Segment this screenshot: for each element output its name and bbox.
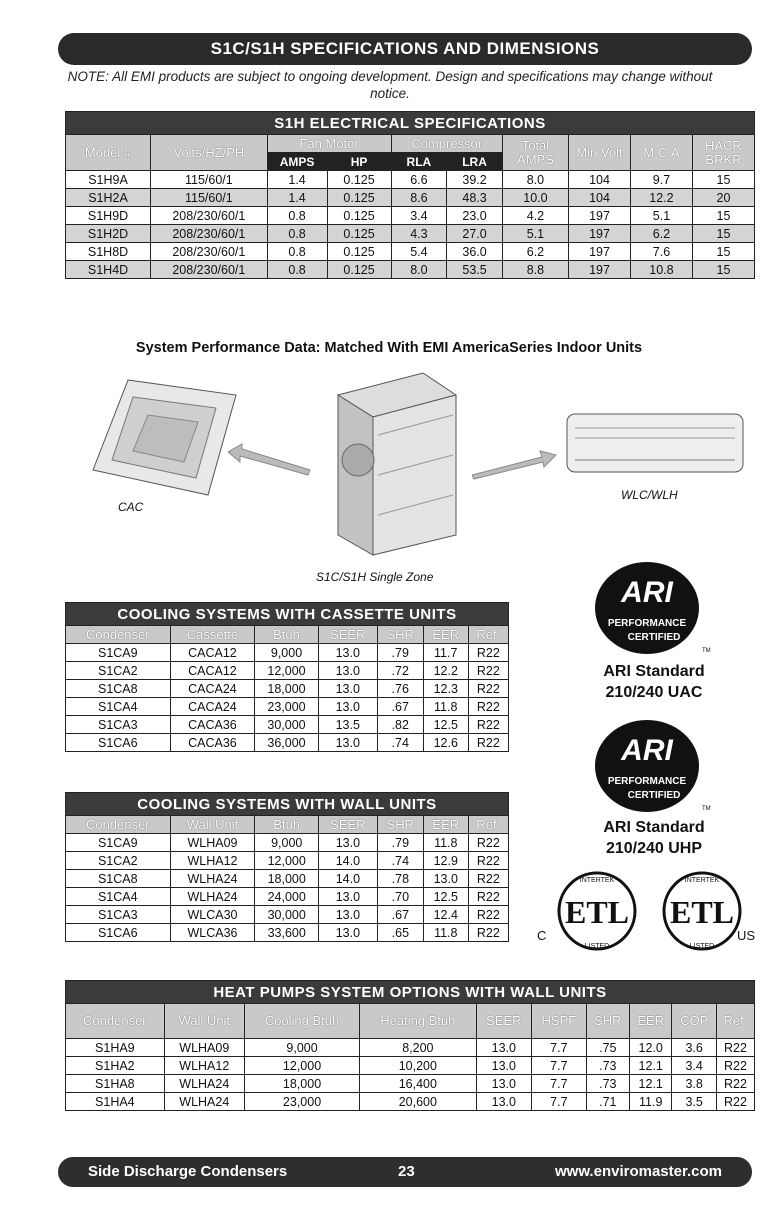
table-cell: 13.0	[318, 644, 377, 662]
table-cell: WLHA12	[170, 852, 255, 870]
table-cell: 10.0	[502, 189, 568, 207]
table-cell: 11.8	[423, 924, 468, 942]
col-header: HSPF	[532, 1004, 586, 1039]
table-cell: S1HA2	[66, 1057, 165, 1075]
left-arrow-icon	[228, 440, 313, 480]
col-header: Heating Btuh	[360, 1004, 476, 1039]
table-cell: 18,000	[255, 680, 319, 698]
page-title: S1C/S1H SPECIFICATIONS AND DIMENSIONS	[210, 39, 600, 58]
table-cell: CACA36	[170, 716, 255, 734]
svg-text:LISTED: LISTED	[689, 943, 715, 950]
table-cell: 0.125	[327, 261, 391, 279]
table-cell: 13.0	[318, 906, 377, 924]
table-cell: WLCA36	[170, 924, 255, 942]
table-cell: 23,000	[244, 1093, 359, 1111]
table-cell: S1CA9	[66, 644, 171, 662]
table-cell: S1CA6	[66, 924, 171, 942]
table-cell: S1HA8	[66, 1075, 165, 1093]
table-cell: 0.125	[327, 243, 391, 261]
table-cell: .75	[586, 1039, 629, 1057]
table-cell: 23,000	[255, 698, 319, 716]
svg-text:CERTIFIED: CERTIFIED	[627, 632, 681, 643]
col-header: Cassette	[170, 626, 255, 644]
table-cell: 15	[692, 225, 754, 243]
table-cell: 3.4	[672, 1057, 717, 1075]
table-cell: .67	[377, 698, 423, 716]
table-cell: .79	[377, 834, 423, 852]
table-cell: S1H9A	[66, 171, 151, 189]
table-cell: R22	[468, 834, 508, 852]
col-header: SHR	[377, 626, 423, 644]
table-row	[66, 698, 509, 716]
table-cell: S1CA9	[66, 834, 171, 852]
table-cell: 0.125	[327, 171, 391, 189]
table-cell: 7.7	[532, 1057, 586, 1075]
table-cell: 3.6	[672, 1039, 717, 1057]
table-cell: .67	[377, 906, 423, 924]
table-cell: 5.4	[391, 243, 447, 261]
table-cell: 13.0	[318, 662, 377, 680]
table-row	[66, 644, 509, 662]
table-cell: S1H9D	[66, 207, 151, 225]
table-cell: S1H2D	[66, 225, 151, 243]
table-cell: 0.8	[267, 261, 327, 279]
table-cell: R22	[468, 680, 508, 698]
table-cell: 3.8	[672, 1075, 717, 1093]
col-header: HACR BRKR	[692, 135, 754, 171]
ari-logo-text: ARI	[621, 734, 673, 767]
page-number: 23	[398, 1163, 415, 1180]
wall-unit-table	[65, 792, 509, 942]
table-cell: WLHA12	[164, 1057, 244, 1075]
table-cell: 4.2	[502, 207, 568, 225]
table-cell: WLHA09	[164, 1039, 244, 1057]
table-cell: 6.2	[630, 225, 692, 243]
heat-pump-table	[65, 980, 755, 1111]
table-row	[66, 734, 509, 752]
table-row	[66, 171, 755, 189]
table-cell: R22	[468, 870, 508, 888]
svg-text:INTERTEK: INTERTEK	[579, 877, 615, 884]
table-cell: 208/230/60/1	[151, 243, 268, 261]
table-cell: 7.6	[630, 243, 692, 261]
col-header: Min Volt	[569, 135, 631, 171]
col-header: EER	[630, 1004, 672, 1039]
table-cell: .71	[586, 1093, 629, 1111]
table-cell: 36.0	[447, 243, 503, 261]
condenser-illustration	[318, 365, 463, 565]
cassette-unit-illustration	[88, 375, 238, 505]
table-cell: 7.7	[532, 1075, 586, 1093]
table-row	[66, 1093, 755, 1111]
table-cell: 7.7	[532, 1039, 586, 1057]
table-row	[66, 834, 509, 852]
table-cell: 15	[692, 243, 754, 261]
table-cell: CACA12	[170, 644, 255, 662]
col-header: Ref.	[468, 816, 508, 834]
table-cell: 13.0	[318, 888, 377, 906]
svg-text:TM: TM	[702, 648, 711, 654]
table-cell: 20	[692, 189, 754, 207]
table-cell: WLHA09	[170, 834, 255, 852]
table-cell: .79	[377, 644, 423, 662]
table-cell: 8.6	[391, 189, 447, 207]
table-cell: S1H8D	[66, 243, 151, 261]
table-cell: 13.0	[318, 698, 377, 716]
table-cell: 12.1	[630, 1057, 672, 1075]
performance-heading: System Performance Data: Matched With EMI AmericaSeries Indoor Units	[135, 340, 643, 356]
table-cell: 12.4	[423, 906, 468, 924]
svg-text:TM: TM	[702, 806, 711, 812]
table-cell: 115/60/1	[151, 189, 268, 207]
table-cell: 15	[692, 261, 754, 279]
table-cell: S1CA2	[66, 852, 171, 870]
col-header: Condenser	[66, 626, 171, 644]
svg-text:LISTED: LISTED	[584, 943, 610, 950]
table-cell: 24,000	[255, 888, 318, 906]
table-cell: 0.8	[267, 243, 327, 261]
table-cell: WLHA24	[170, 870, 255, 888]
table-cell: .74	[377, 852, 423, 870]
col-header: Btuh	[255, 816, 318, 834]
table-cell: 9,000	[255, 644, 319, 662]
table-cell: 5.1	[502, 225, 568, 243]
table-cell: .72	[377, 662, 423, 680]
table-cell: WLCA30	[170, 906, 255, 924]
col-header: RLA	[391, 153, 447, 171]
table-cell: 3.4	[391, 207, 447, 225]
page-title-banner	[58, 33, 752, 65]
col-header: SHR	[586, 1004, 629, 1039]
table-cell: R22	[468, 644, 508, 662]
table-cell: 4.3	[391, 225, 447, 243]
table-cell: WLHA24	[164, 1075, 244, 1093]
table-cell: S1CA3	[66, 716, 171, 734]
table-cell: 13.0	[476, 1093, 532, 1111]
table-cell: S1H4D	[66, 261, 151, 279]
col-header: Wall Unit	[170, 816, 255, 834]
table-row	[66, 207, 755, 225]
svg-text:C: C	[537, 928, 547, 943]
table-cell: 12.9	[423, 852, 468, 870]
table-cell: 197	[569, 243, 631, 261]
table-row	[66, 662, 509, 680]
table-row	[66, 906, 509, 924]
table-cell: WLHA24	[164, 1093, 244, 1111]
table-cell: 13.0	[476, 1057, 532, 1075]
table-cell: S1CA3	[66, 906, 171, 924]
col-header: COP	[672, 1004, 717, 1039]
table-cell: 208/230/60/1	[151, 225, 268, 243]
electrical-spec-table	[65, 111, 755, 279]
table-cell: 208/230/60/1	[151, 261, 268, 279]
table-cell: 6.6	[391, 171, 447, 189]
table-cell: 13.0	[318, 734, 377, 752]
table-cell: 197	[569, 225, 631, 243]
table-row	[66, 225, 755, 243]
table-cell: 13.0	[476, 1075, 532, 1093]
table-cell: 15	[692, 171, 754, 189]
table-cell: R22	[468, 924, 508, 942]
col-header: Ref.	[468, 626, 508, 644]
col-header: Btuh	[255, 626, 319, 644]
table-cell: .82	[377, 716, 423, 734]
table-cell: 15	[692, 207, 754, 225]
ari-certified-badge-uac	[592, 560, 714, 656]
table-cell: 33,600	[255, 924, 318, 942]
table-cell: 10,200	[360, 1057, 476, 1075]
svg-text:PERFORMANCE: PERFORMANCE	[607, 776, 687, 787]
table-cell: 104	[569, 171, 631, 189]
table-cell: 16,400	[360, 1075, 476, 1093]
table-cell: 30,000	[255, 906, 318, 924]
col-header: Total AMPS	[502, 135, 568, 171]
single-zone-caption: S1C/S1H Single Zone	[316, 570, 434, 584]
table-cell: 30,000	[255, 716, 319, 734]
col-header: EER	[423, 816, 468, 834]
table-cell: .65	[377, 924, 423, 942]
table-cell: 13.0	[476, 1039, 532, 1057]
table-cell: 8.0	[391, 261, 447, 279]
svg-text:CERTIFIED: CERTIFIED	[627, 790, 681, 801]
table-cell: 14.0	[318, 852, 377, 870]
table-cell: 36,000	[255, 734, 319, 752]
table-cell: 9.7	[630, 171, 692, 189]
ari-standard-uhp: ARI Standard 210/240 UHP	[603, 819, 705, 857]
table-cell: 13.0	[423, 870, 468, 888]
col-header: Ref.	[716, 1004, 754, 1039]
table-cell: 1.4	[267, 171, 327, 189]
table-cell: 12,000	[255, 852, 318, 870]
table-cell: 23.0	[447, 207, 503, 225]
table-cell: 27.0	[447, 225, 503, 243]
table-row	[66, 243, 755, 261]
table-cell: R22	[716, 1093, 754, 1111]
table-cell: R22	[716, 1075, 754, 1093]
table-cell: 13.0	[318, 680, 377, 698]
table-cell: .74	[377, 734, 423, 752]
table-cell: S1CA4	[66, 698, 171, 716]
table-cell: 10.8	[630, 261, 692, 279]
svg-text:US: US	[737, 928, 756, 943]
table-cell: 53.5	[447, 261, 503, 279]
svg-text:INTERTEK: INTERTEK	[684, 877, 720, 884]
table-cell: 7.7	[532, 1093, 586, 1111]
col-header: HP	[327, 153, 391, 171]
table-cell: R22	[716, 1057, 754, 1075]
table-cell: 9,000	[255, 834, 318, 852]
table-cell: S1CA6	[66, 734, 171, 752]
table-row	[66, 261, 755, 279]
table-cell: S1H2A	[66, 189, 151, 207]
table-row	[66, 1075, 755, 1093]
table-row	[66, 870, 509, 888]
wlc-caption: WLC/WLH	[621, 488, 678, 502]
table-cell: 0.125	[327, 225, 391, 243]
table-cell: 13.5	[318, 716, 377, 734]
col-header: M.C.A	[630, 135, 692, 171]
col-header: Volts/HZ/PH	[151, 135, 268, 171]
table-cell: R22	[716, 1039, 754, 1057]
table-cell: 0.8	[267, 225, 327, 243]
table-row	[66, 680, 509, 698]
table-cell: WLHA24	[170, 888, 255, 906]
col-header: Condenser	[66, 1004, 165, 1039]
table-cell: 12.1	[630, 1075, 672, 1093]
col-header: AMPS	[267, 153, 327, 171]
table-row	[66, 189, 755, 207]
table-cell: 11.8	[423, 698, 468, 716]
table-title: S1H ELECTRICAL SPECIFICATIONS	[66, 112, 755, 135]
svg-text:ETL: ETL	[564, 894, 630, 930]
svg-text:ETL: ETL	[669, 894, 735, 930]
table-row	[66, 1057, 755, 1075]
table-cell: R22	[468, 888, 508, 906]
table-cell: CACA12	[170, 662, 255, 680]
svg-text:PERFORMANCE: PERFORMANCE	[607, 618, 687, 629]
table-cell: 14.0	[318, 870, 377, 888]
disclaimer-note: NOTE: All EMI products are subject to ongoing development. Design and specifications may change without notice.	[67, 69, 713, 101]
table-cell: S1CA8	[66, 870, 171, 888]
footer-section-label: Side Discharge Condensers	[88, 1163, 288, 1180]
table-cell: .76	[377, 680, 423, 698]
table-cell: S1HA9	[66, 1039, 165, 1057]
table-cell: S1HA4	[66, 1093, 165, 1111]
right-arrow-icon	[472, 445, 557, 480]
table-cell: 0.8	[267, 207, 327, 225]
table-row	[66, 1039, 755, 1057]
table-cell: R22	[468, 734, 508, 752]
table-cell: S1CA2	[66, 662, 171, 680]
table-cell: 8.0	[502, 171, 568, 189]
table-cell: .73	[586, 1057, 629, 1075]
table-title: COOLING SYSTEMS WITH WALL UNITS	[66, 793, 509, 816]
table-cell: 12.5	[423, 716, 468, 734]
table-cell: 11.7	[423, 644, 468, 662]
col-header: Model #	[66, 135, 151, 171]
table-cell: 12.2	[630, 189, 692, 207]
table-cell: 0.125	[327, 189, 391, 207]
table-cell: 1.4	[267, 189, 327, 207]
table-cell: 104	[569, 189, 631, 207]
table-cell: R22	[468, 852, 508, 870]
table-row	[66, 716, 509, 734]
ari-logo-text: ARI	[621, 576, 673, 609]
table-cell: R22	[468, 698, 508, 716]
table-cell: 11.8	[423, 834, 468, 852]
table-cell: 13.0	[318, 924, 377, 942]
page-footer	[58, 1157, 752, 1187]
ari-standard-uac: ARI Standard 210/240 UAC	[603, 663, 705, 701]
col-header: Fan Motor	[267, 135, 391, 153]
table-cell: 208/230/60/1	[151, 207, 268, 225]
table-cell: 3.5	[672, 1093, 717, 1111]
cac-caption: CAC	[118, 500, 144, 514]
table-cell: 115/60/1	[151, 171, 268, 189]
table-cell: 8,200	[360, 1039, 476, 1057]
col-header: SHR	[377, 816, 423, 834]
ari-certified-badge-uhp	[592, 718, 714, 814]
table-cell: 12.0	[630, 1039, 672, 1057]
table-cell: 197	[569, 207, 631, 225]
table-cell: 197	[569, 261, 631, 279]
table-cell: S1CA4	[66, 888, 171, 906]
table-cell: .70	[377, 888, 423, 906]
table-cell: 6.2	[502, 243, 568, 261]
table-cell: .78	[377, 870, 423, 888]
wall-unit-illustration	[565, 408, 747, 480]
table-cell: CACA24	[170, 698, 255, 716]
table-cell: 12.3	[423, 680, 468, 698]
table-row	[66, 924, 509, 942]
col-header: SEER	[476, 1004, 532, 1039]
table-cell: 39.2	[447, 171, 503, 189]
table-cell: CACA24	[170, 680, 255, 698]
col-header: Cooling Btuh	[244, 1004, 359, 1039]
table-cell: 8.8	[502, 261, 568, 279]
table-title: COOLING SYSTEMS WITH CASSETTE UNITS	[66, 603, 509, 626]
table-cell: R22	[468, 662, 508, 680]
table-cell: 13.0	[318, 834, 377, 852]
table-cell: 5.1	[630, 207, 692, 225]
cassette-table	[65, 602, 509, 752]
col-header: Wall Unit	[164, 1004, 244, 1039]
table-row	[66, 888, 509, 906]
table-title: HEAT PUMPS SYSTEM OPTIONS WITH WALL UNITS	[66, 981, 755, 1004]
col-header: Compressor	[391, 135, 502, 153]
table-cell: 12,000	[244, 1057, 359, 1075]
table-cell: S1CA8	[66, 680, 171, 698]
website-link[interactable]: www.enviromaster.com	[554, 1163, 722, 1180]
table-cell: R22	[468, 716, 508, 734]
table-cell: 48.3	[447, 189, 503, 207]
table-cell: .73	[586, 1075, 629, 1093]
table-cell: 9,000	[244, 1039, 359, 1057]
table-cell: 12.2	[423, 662, 468, 680]
col-header: Condenser	[66, 816, 171, 834]
table-cell: 11.9	[630, 1093, 672, 1111]
col-header: SEER	[318, 626, 377, 644]
col-header: EER	[423, 626, 468, 644]
table-cell: 20,600	[360, 1093, 476, 1111]
table-row	[66, 852, 509, 870]
table-cell: 18,000	[255, 870, 318, 888]
col-header: SEER	[318, 816, 377, 834]
table-cell: 12.6	[423, 734, 468, 752]
table-cell: 12.5	[423, 888, 468, 906]
col-header: LRA	[447, 153, 503, 171]
table-cell: CACA36	[170, 734, 255, 752]
table-cell: 0.125	[327, 207, 391, 225]
table-cell: R22	[468, 906, 508, 924]
table-cell: 18,000	[244, 1075, 359, 1093]
table-cell: 12,000	[255, 662, 319, 680]
etl-listed-logos	[532, 868, 762, 954]
